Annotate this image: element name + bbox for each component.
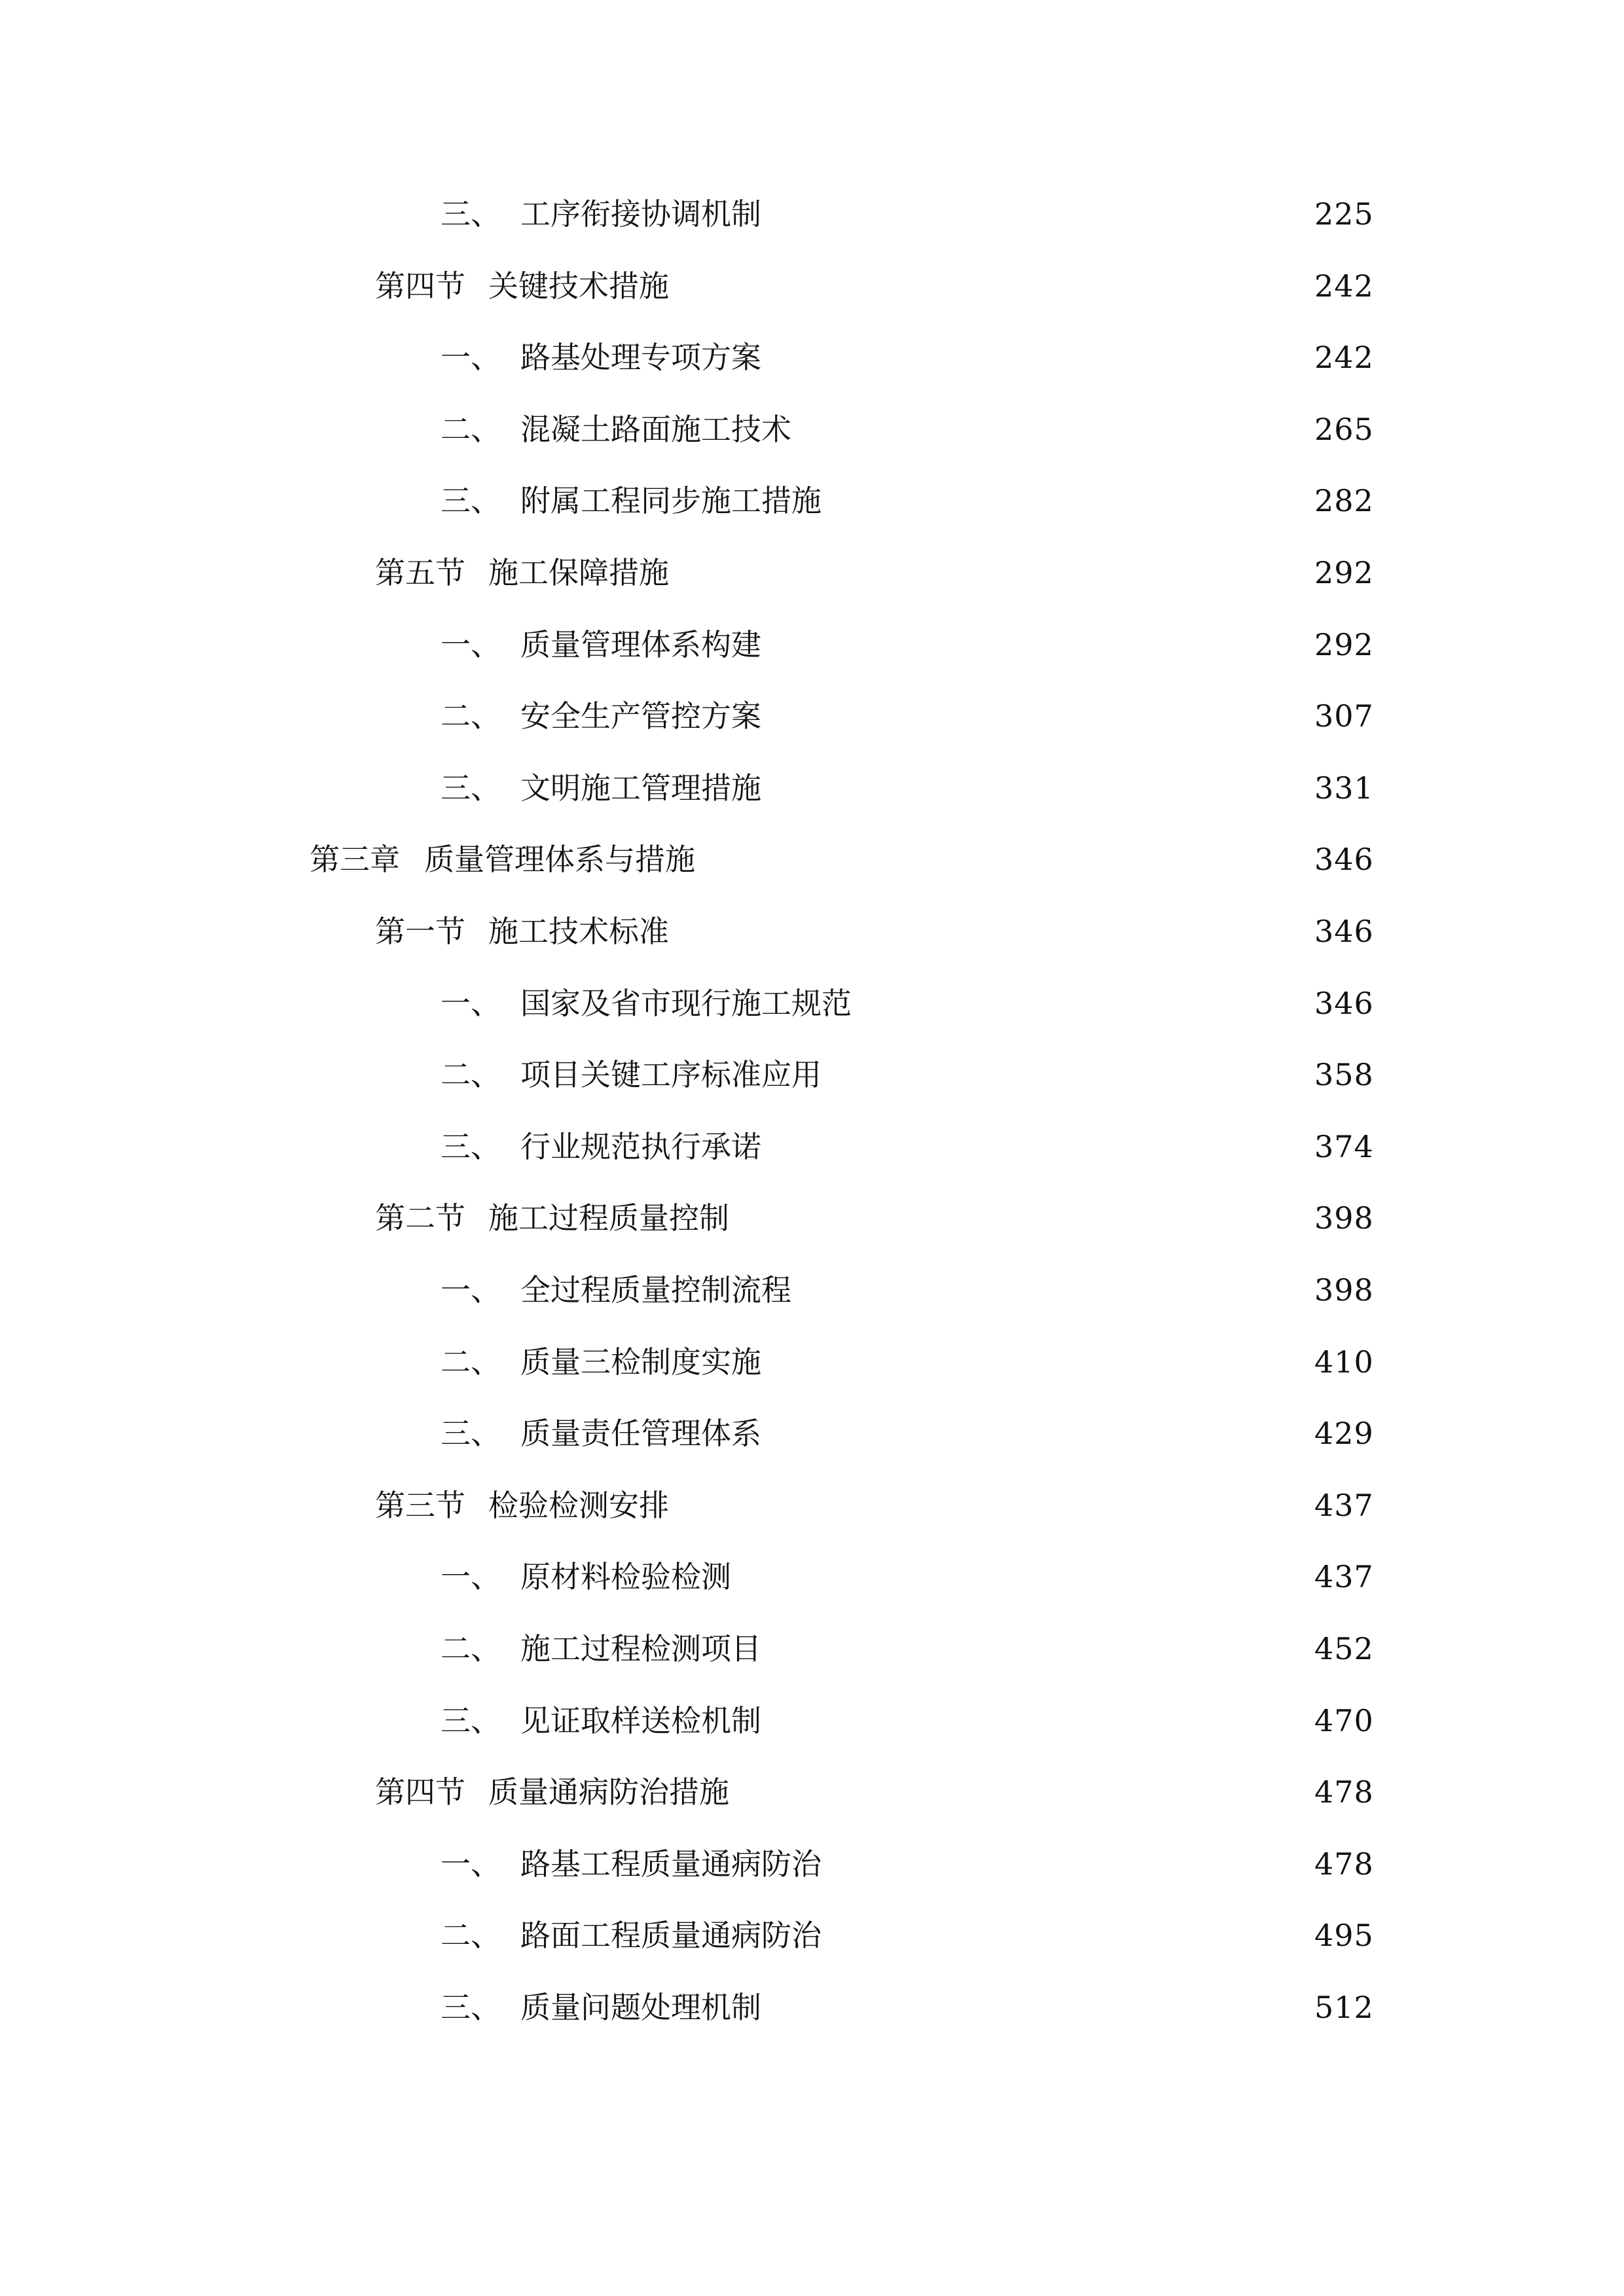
toc-entry-title: 检验检测安排 xyxy=(488,1487,669,1523)
toc-dot-leader xyxy=(737,1766,1307,1818)
toc-entry-number: 三、 xyxy=(441,196,501,232)
toc-entry[interactable] xyxy=(0,1623,1624,1675)
toc-dot-leader xyxy=(769,1336,1307,1388)
toc-entry-number: 第三节 xyxy=(375,1487,465,1523)
toc-entry-title: 施工保障措施 xyxy=(488,555,669,590)
toc-entry[interactable] xyxy=(0,1264,1624,1316)
toc-dot-leader xyxy=(769,690,1307,742)
toc-entry-number: 第四节 xyxy=(375,1774,465,1810)
toc-entry[interactable] xyxy=(0,1192,1624,1244)
toc-entry-number: 一、 xyxy=(441,985,501,1021)
toc-entry-page: 307 xyxy=(1314,698,1374,734)
toc-entry-number: 一、 xyxy=(441,340,501,376)
toc-entry-title: 质量管理体系构建 xyxy=(520,626,761,662)
toc-entry-page: 265 xyxy=(1314,411,1374,447)
toc-entry-number: 第五节 xyxy=(375,555,465,590)
toc-entry[interactable] xyxy=(0,1909,1624,1962)
toc-entry[interactable] xyxy=(0,188,1624,240)
toc-entry[interactable] xyxy=(0,762,1624,814)
toc-dot-leader xyxy=(769,1407,1307,1460)
toc-entry-title: 质量问题处理机制 xyxy=(520,1990,761,2025)
toc-entry-title: 施工技术标准 xyxy=(488,914,669,949)
toc-dot-leader xyxy=(677,547,1307,599)
toc-entry-page: 398 xyxy=(1314,1272,1374,1308)
toc-entry[interactable] xyxy=(0,1407,1624,1460)
toc-entry-title: 路基工程质量通病防治 xyxy=(520,1846,821,1882)
toc-entry-page: 437 xyxy=(1314,1487,1374,1523)
toc-dot-leader xyxy=(799,403,1307,456)
toc-entry-page: 292 xyxy=(1314,555,1374,590)
toc-dot-leader xyxy=(829,1838,1307,1890)
toc-entry-title: 原材料检验检测 xyxy=(520,1559,731,1595)
toc-entry-number: 三、 xyxy=(441,1702,501,1738)
toc-entry-title: 路基处理专项方案 xyxy=(520,340,761,376)
toc-entry-title: 全过程质量控制流程 xyxy=(520,1272,791,1308)
toc-entry-title: 质量责任管理体系 xyxy=(520,1416,761,1452)
toc-entry-page: 429 xyxy=(1314,1416,1374,1452)
toc-entry-title: 关键技术措施 xyxy=(488,268,669,304)
toc-entry[interactable] xyxy=(0,1336,1624,1388)
toc-entry[interactable] xyxy=(0,977,1624,1030)
toc-entry-number: 二、 xyxy=(441,1057,501,1093)
toc-entry-number: 二、 xyxy=(441,698,501,734)
toc-entry[interactable] xyxy=(0,905,1624,958)
toc-entry-page: 346 xyxy=(1314,985,1374,1021)
toc-entry[interactable] xyxy=(0,1479,1624,1532)
toc-entry[interactable] xyxy=(0,690,1624,742)
toc-dot-leader xyxy=(677,905,1307,958)
toc-entry-title: 质量通病防治措施 xyxy=(488,1774,729,1810)
toc-entry-title: 工序衔接协调机制 xyxy=(520,196,761,232)
toc-entry-page: 358 xyxy=(1314,1057,1374,1093)
toc-entry-title: 质量管理体系与措施 xyxy=(424,842,695,878)
toc-dot-leader xyxy=(677,1479,1307,1532)
toc-entry-number: 二、 xyxy=(441,1631,501,1666)
toc-entry-page: 410 xyxy=(1314,1344,1374,1380)
toc-dot-leader xyxy=(859,977,1307,1030)
toc-dot-leader xyxy=(703,833,1307,886)
toc-entry[interactable] xyxy=(0,1551,1624,1603)
toc-entry-title: 国家及省市现行施工规范 xyxy=(520,985,852,1021)
toc-entry[interactable] xyxy=(0,833,1624,886)
toc-dot-leader xyxy=(769,1981,1307,2034)
toc-entry-page: 512 xyxy=(1314,1990,1374,2025)
toc-entry-number: 二、 xyxy=(441,411,501,447)
toc-dot-leader xyxy=(769,188,1307,240)
toc-entry[interactable] xyxy=(0,1981,1624,2034)
toc-entry-title: 混凝土路面施工技术 xyxy=(520,411,791,447)
toc-entry-title: 行业规范执行承诺 xyxy=(520,1128,761,1164)
toc-dot-leader xyxy=(769,331,1307,384)
toc-entry-page: 346 xyxy=(1314,914,1374,949)
toc-entry-page: 282 xyxy=(1314,483,1374,519)
toc-entry-page: 478 xyxy=(1314,1846,1374,1882)
toc-dot-leader xyxy=(769,1121,1307,1173)
toc-dot-leader xyxy=(769,762,1307,814)
toc-entry[interactable] xyxy=(0,619,1624,671)
toc-entry-number: 一、 xyxy=(441,1846,501,1882)
toc-dot-leader xyxy=(829,475,1307,527)
toc-entry-page: 242 xyxy=(1314,340,1374,376)
toc-entry-title: 施工过程检测项目 xyxy=(520,1631,761,1666)
toc-entry-page: 495 xyxy=(1314,1918,1374,1954)
toc-entry-title: 附属工程同步施工措施 xyxy=(520,483,821,519)
toc-entry-number: 第二节 xyxy=(375,1200,465,1236)
toc-entry-number: 第一节 xyxy=(375,914,465,949)
toc-entry-number: 二、 xyxy=(441,1344,501,1380)
toc-entry-page: 346 xyxy=(1314,842,1374,878)
toc-entry-number: 二、 xyxy=(441,1918,501,1954)
toc-entry[interactable] xyxy=(0,1695,1624,1747)
toc-entry-number: 三、 xyxy=(441,770,501,806)
toc-entry-number: 三、 xyxy=(441,1128,501,1164)
toc-entry[interactable] xyxy=(0,1766,1624,1818)
toc-entry-page: 478 xyxy=(1314,1774,1374,1810)
toc-entry-number: 三、 xyxy=(441,483,501,519)
toc-dot-leader xyxy=(769,619,1307,671)
toc-entry-number: 三、 xyxy=(441,1416,501,1452)
toc-entry[interactable] xyxy=(0,403,1624,456)
toc-dot-leader xyxy=(677,260,1307,312)
toc-dot-leader xyxy=(829,1909,1307,1962)
toc-entry-page: 242 xyxy=(1314,268,1374,304)
toc-entry-number: 一、 xyxy=(441,1559,501,1595)
toc-entry-number: 一、 xyxy=(441,626,501,662)
toc-entry-title: 施工过程质量控制 xyxy=(488,1200,729,1236)
toc-entry-title: 质量三检制度实施 xyxy=(520,1344,761,1380)
toc-entry-page: 437 xyxy=(1314,1559,1374,1595)
toc-entry-title: 路面工程质量通病防治 xyxy=(520,1918,821,1954)
toc-entry-title: 文明施工管理措施 xyxy=(520,770,761,806)
toc-entry-page: 225 xyxy=(1314,196,1374,232)
toc-entry-number: 一、 xyxy=(441,1272,501,1308)
toc-entry[interactable] xyxy=(0,547,1624,599)
toc-entry-number: 三、 xyxy=(441,1990,501,2025)
toc-entry[interactable] xyxy=(0,260,1624,312)
toc-entry-page: 398 xyxy=(1314,1200,1374,1236)
toc-entry-number: 第三章 xyxy=(310,842,400,878)
toc-entry-title: 见证取样送检机制 xyxy=(520,1702,761,1738)
toc-dot-leader xyxy=(739,1551,1307,1603)
toc-entry[interactable] xyxy=(0,331,1624,384)
toc-entry-number: 第四节 xyxy=(375,268,465,304)
toc-entry-title: 项目关键工序标准应用 xyxy=(520,1057,821,1093)
toc-dot-leader xyxy=(799,1264,1307,1316)
toc-dot-leader xyxy=(769,1623,1307,1675)
toc-entry-page: 374 xyxy=(1314,1128,1374,1164)
toc-entry[interactable] xyxy=(0,1121,1624,1173)
toc-dot-leader xyxy=(737,1192,1307,1244)
toc-entry-page: 452 xyxy=(1314,1631,1374,1666)
toc-entry[interactable] xyxy=(0,1049,1624,1101)
toc-dot-leader xyxy=(769,1695,1307,1747)
toc-entry-page: 470 xyxy=(1314,1702,1374,1738)
toc-entry[interactable] xyxy=(0,475,1624,527)
toc-entry-title: 安全生产管控方案 xyxy=(520,698,761,734)
toc-entry[interactable] xyxy=(0,1838,1624,1890)
toc-entry-page: 292 xyxy=(1314,626,1374,662)
toc-dot-leader xyxy=(829,1049,1307,1101)
toc-entry-page: 331 xyxy=(1314,770,1374,806)
